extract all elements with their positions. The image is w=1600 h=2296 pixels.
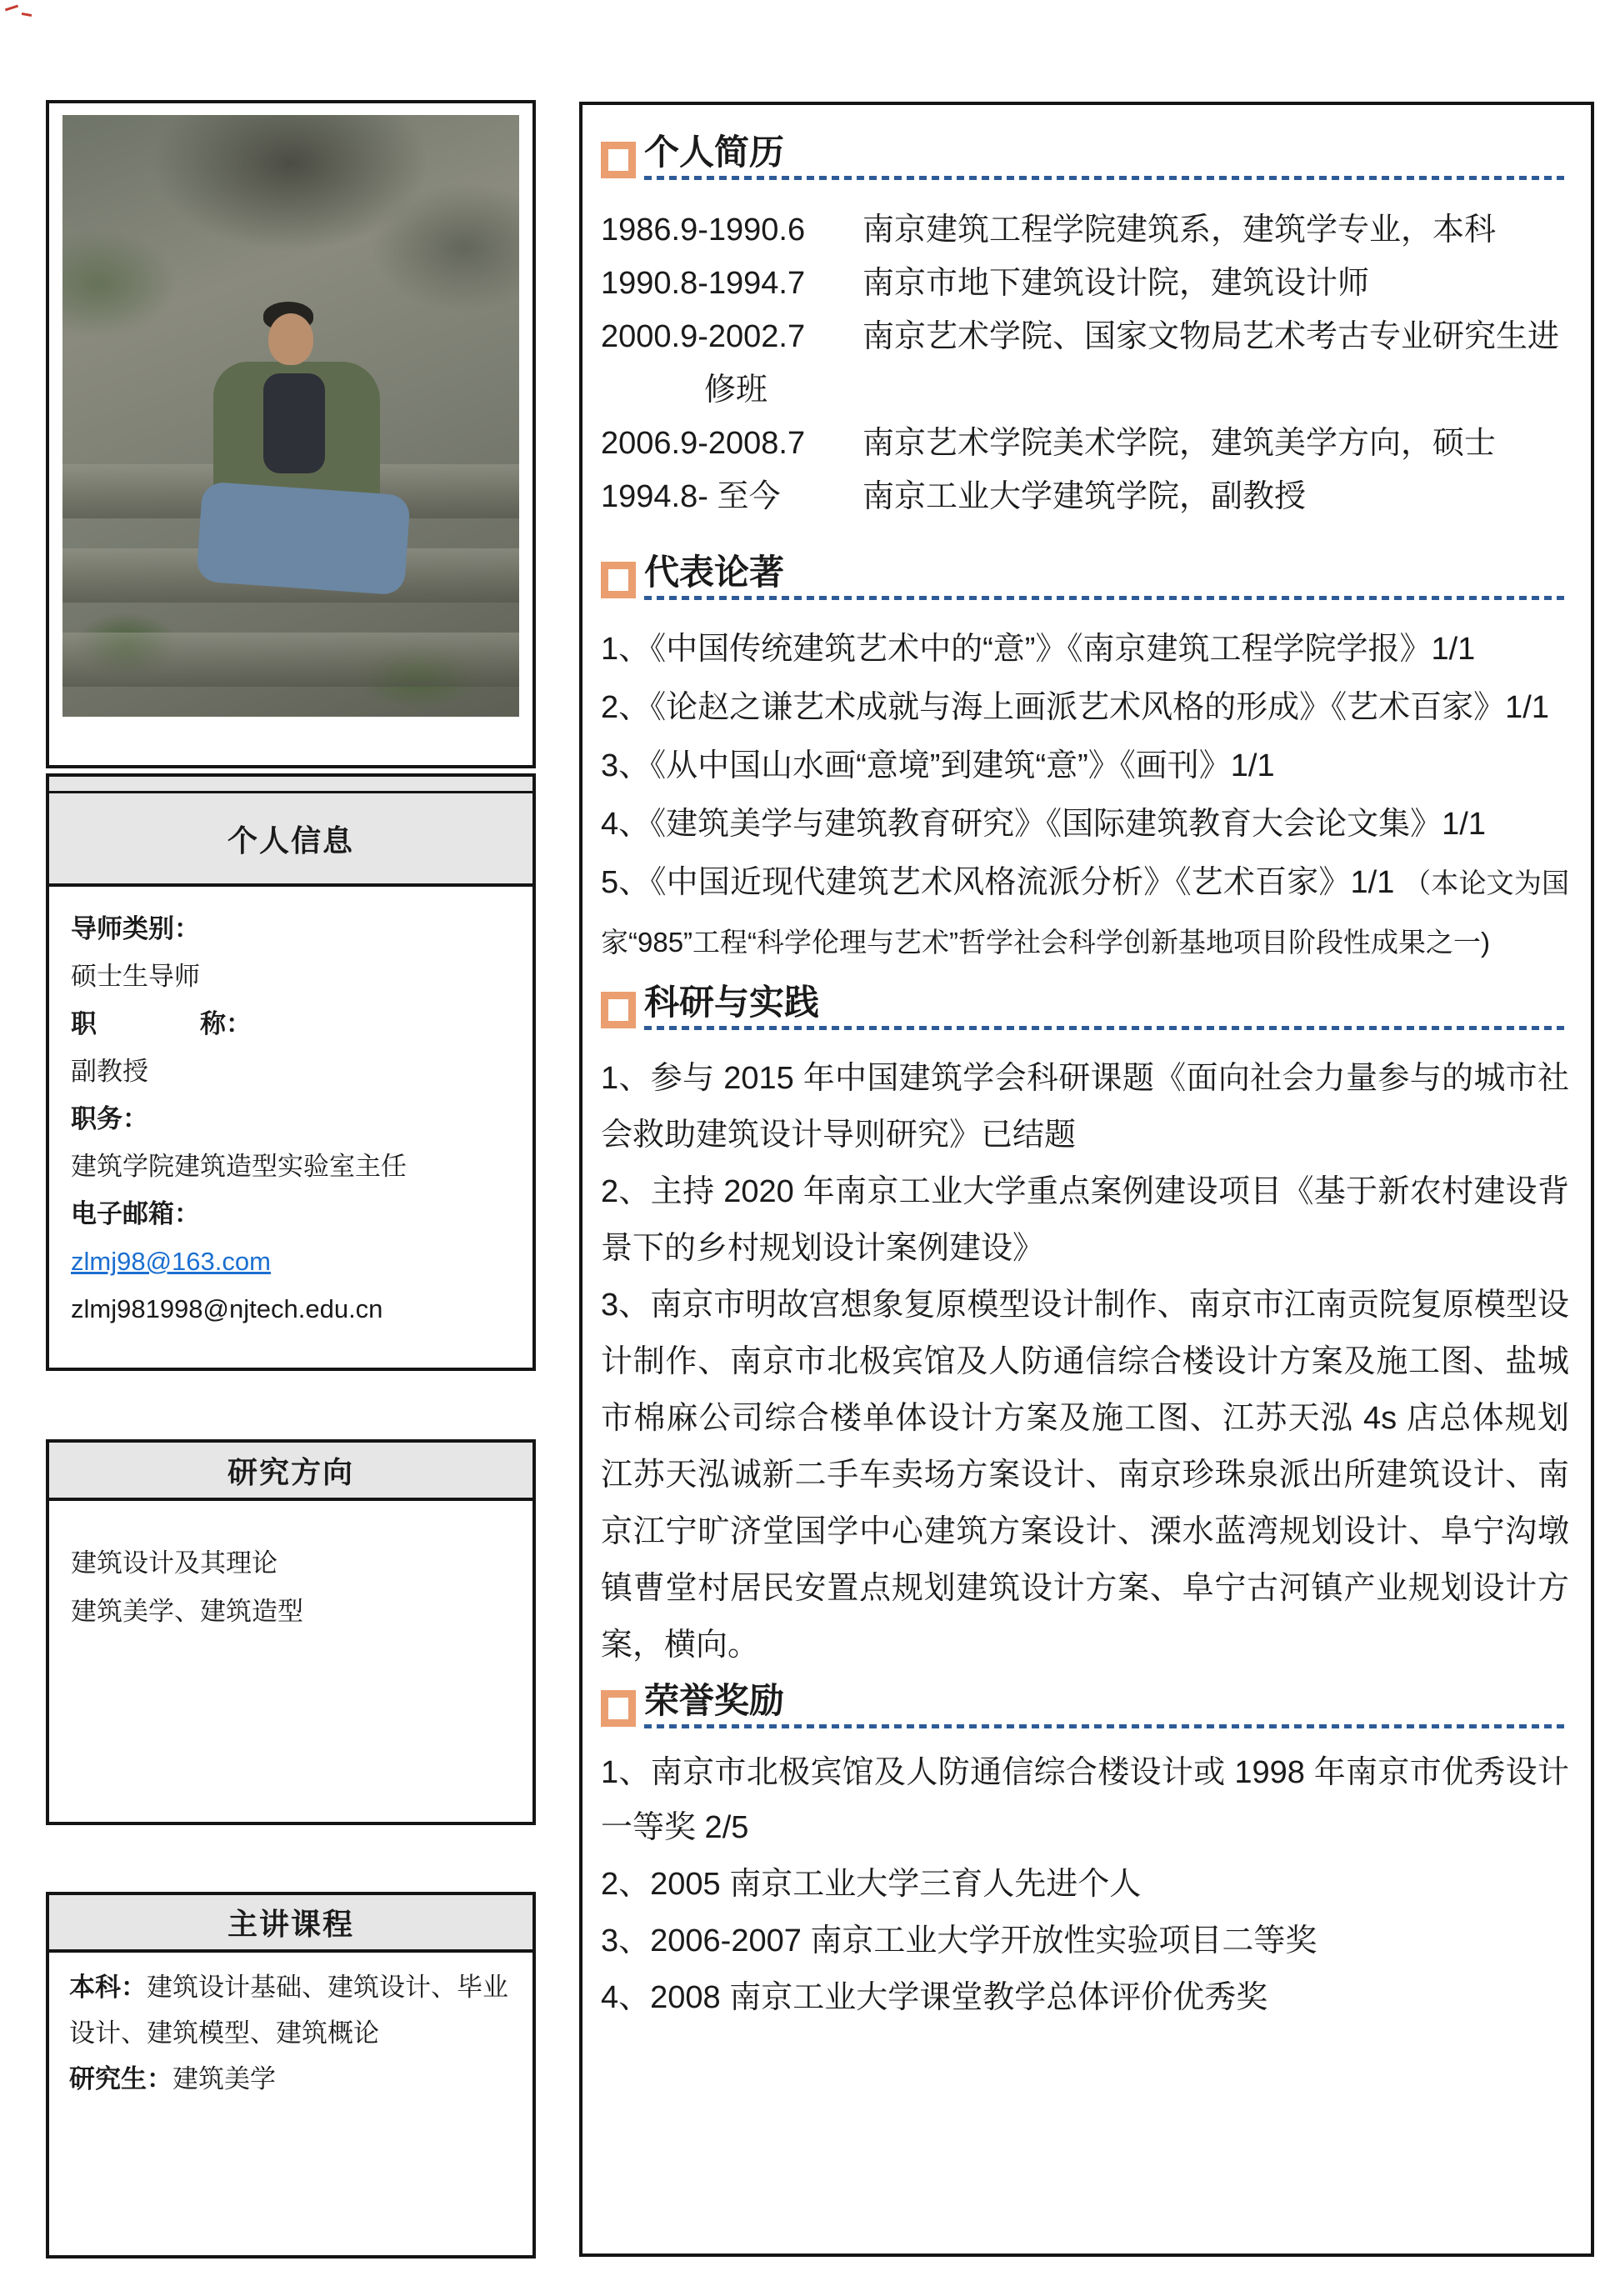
section-resume-header: [601, 133, 1569, 180]
practice-section-title: 科研与实践: [644, 983, 820, 1022]
practice-item: 3、南京市明故宫想象复原模型设计制作、南京市江南贡院复原模型设计制作、南京市北极宾馆及人防通信综合楼设计方案及施工图、盐城市棉麻公司综合楼单体设计方案及施工图、江苏天泓 4s 店总体规划 江苏天泓诚新二手车卖场方案设计、南京珍珠泉派出所建筑设计、南京江宁旷济堂国学中心建筑方案设计、溧水蓝湾规划设计、阜宁沟墩镇曹堂村居民安置点规划建筑设计方案、阜宁古河镇产业规划设计方案，横向。: [601, 1288, 1569, 1663]
grad-value: 建筑美学: [172, 2064, 276, 2093]
award-item: 3、2006-2007 南京工业大学开放性实验项目二等奖: [601, 1923, 1318, 1958]
publications-section-title: 代表论著: [644, 553, 785, 592]
profile-photo: [62, 115, 519, 717]
resume-period: 1986.9-1990.6: [601, 213, 806, 248]
research-line: 建筑美学、建筑造型: [71, 1597, 303, 1626]
orange-square-icon: [601, 992, 636, 1028]
resume-section-title: 个人简历: [644, 133, 785, 172]
orange-square-icon: [601, 142, 636, 178]
job-title-value: 副教授: [71, 1057, 148, 1086]
orange-square-icon: [601, 1690, 636, 1727]
award-item: 2、2005 南京工业大学三育人先进个人: [601, 1867, 1142, 1902]
duty-value: 建筑学院建筑造型实验室主任: [71, 1152, 407, 1181]
section-publications-header: [601, 553, 1569, 600]
publication-item: 1、《中国传统建筑艺术中的“意”》《南京建筑工程学院学报》1/1: [601, 632, 1476, 667]
photo-person-shirt: [263, 373, 325, 473]
resume-row: [601, 203, 1569, 257]
resume-desc: 南京建筑工程学院建筑系，建筑学专业，本科: [862, 213, 1497, 248]
photo-step: [62, 633, 519, 687]
section-awards-header: [601, 1682, 1569, 1728]
main-content-panel: [579, 102, 1594, 2257]
resume-row: [601, 470, 1569, 523]
research-direction-title: 研究方向: [49, 1443, 532, 1501]
resume-period: 2006.9-2008.7: [601, 426, 806, 461]
duty-label: 职务：: [71, 1104, 148, 1133]
resume-row: [601, 417, 1569, 470]
resume-desc: 南京艺术学院、国家文物局艺术考古专业研究生进: [862, 319, 1560, 354]
personal-info-panel: [46, 773, 536, 1371]
resume-period: 1994.8- 至今: [601, 479, 781, 514]
research-direction-panel: [46, 1439, 536, 1825]
awards-section-title: 荣誉奖励: [644, 1681, 785, 1720]
grad-courses: [69, 2056, 512, 2102]
research-line: 建筑设计及其理论: [71, 1548, 278, 1578]
email-label: 电子邮箱：: [71, 1199, 200, 1228]
personal-info-title: 个人信息: [49, 793, 532, 887]
resume-desc: 南京工业大学建筑学院，副教授: [862, 479, 1307, 514]
resume-desc: 南京市地下建筑设计院，建筑设计师: [862, 266, 1370, 301]
practice-list: [601, 1050, 1569, 1673]
resume-period: 1990.8-1994.7: [601, 266, 806, 301]
practice-item: 1、参与 2015 年中国建筑学会科研课题《面向社会力量参与的城市社会救助建筑设计导则研究》已结题: [601, 1061, 1569, 1153]
publication-item: 3、《从中国山水画“意境”到建筑“意”》《画刊》1/1: [601, 748, 1275, 783]
resume-period: 2000.9-2002.7: [601, 319, 806, 354]
photo-frame: [46, 100, 536, 768]
publication-item: 2、《论赵之谦艺术成就与海上画派艺术风格的形成》《艺术百家》1/1: [601, 690, 1549, 725]
awards-list: [601, 1745, 1569, 2025]
undergrad-label: 本科：: [69, 1973, 147, 2002]
publications-list: [601, 620, 1569, 972]
award-item: 4、2008 南京工业大学课堂教学总体评价优秀奖: [601, 1980, 1268, 2015]
publication-item: [601, 853, 1569, 972]
photo-person-face: [268, 313, 313, 365]
mentor-type-label: 导师类别：: [71, 914, 200, 943]
award-item: 1、南京市北极宾馆及人防通信综合楼设计或 1998 年南京市优秀设计一等奖 2/5: [601, 1755, 1569, 1845]
mentor-type-value: 硕士生导师: [71, 962, 200, 991]
publication-item-note: （本论文为国家“985”工程“科学伦理与艺术”哲学社会科学创新基地项目阶段性成果之一): [601, 868, 1569, 958]
grad-label: 研究生：: [69, 2064, 172, 2093]
orange-square-icon: [601, 562, 636, 598]
photo-person-jeans: [197, 481, 412, 595]
publication-item: 4、《建筑美学与建筑教育研究》《国际建筑教育大会论文集》1/1: [601, 807, 1486, 842]
undergrad-value: 建筑设计基础、建筑设计、毕业设计、建筑模型、建筑概论: [69, 1973, 508, 2048]
email-link[interactable]: zlmj98@163.com: [71, 1247, 271, 1276]
corner-mark: [5, 3, 38, 25]
resume-row: [601, 310, 1569, 363]
undergrad-courses: [69, 1964, 512, 2056]
resume-desc: 南京艺术学院美术学院，建筑美学方向，硕士: [862, 426, 1497, 461]
resume-row-continuation: 修班: [704, 373, 768, 408]
publication-item-main: 5、《中国近现代建筑艺术风格流派分析》《艺术百家》1/1: [601, 865, 1404, 900]
job-title-label: 职 称：: [71, 1009, 252, 1038]
courses-title: 主讲课程: [49, 1895, 532, 1953]
panel-spacer: [49, 777, 532, 793]
practice-item: 2、主持 2020 年南京工业大学重点案例建设项目《基于新农村建设背景下的乡村规划设计案例建设》: [601, 1174, 1569, 1266]
email-secondary: zlmj981998@njtech.edu.cn: [71, 1294, 383, 1323]
courses-panel: [46, 1892, 536, 2258]
resume-row: [601, 257, 1569, 310]
resume-list: [601, 203, 1569, 523]
section-practice-header: [601, 983, 1569, 1030]
